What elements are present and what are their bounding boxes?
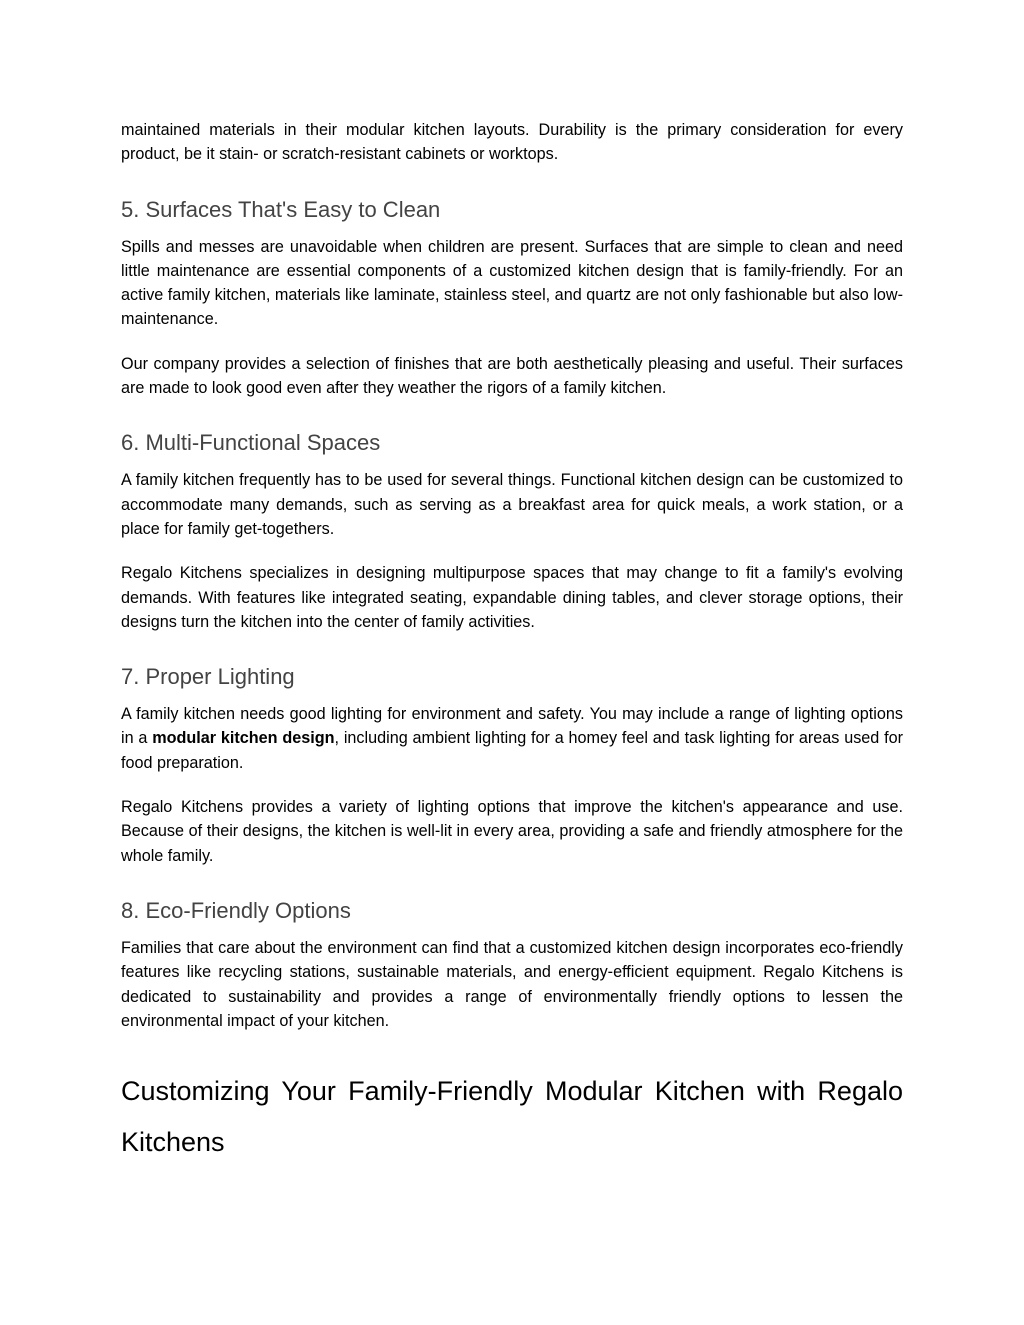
- section-7-paragraph-1: [121, 702, 903, 775]
- section-5-paragraph-2: Our company provides a selection of finishes that are both aesthetically pleasing and useful. Their surfaces are made to look good even after they weather the rigors of a family kitchen.: [121, 354, 903, 398]
- modular-kitchen-design-bold: modular kitchen design: [152, 729, 335, 748]
- section-8-paragraph-1: Families that care about the environment can find that a customized kitchen design incorporates eco-friendly features like recycling stations, sustainable materials, and energy-efficient equipment. Regalo Kitchens is dedicated to sustainability and provides a range of environmentally friendly options to lessen the environmental impact of your kitchen.: [121, 938, 903, 1030]
- intro-paragraph: maintained materials in their modular kitchen layouts. Durability is the primary consideration for every product, be it stain- or scratch-resistant cabinets or worktops.: [121, 121, 903, 164]
- section-7-text-after: , including ambient lighting for a homey feel and task lighting for areas used for food preparation.: [121, 729, 903, 772]
- section-5-title: 5. Surfaces That's Easy to Clean: [121, 196, 441, 222]
- section-7-paragraph-2: Regalo Kitchens provides a variety of lighting options that improve the kitchen's appearance and use. Because of their designs, the kitchen is well-lit in every area, providing a safe and friendly atmosphere for the whole family.: [121, 798, 903, 865]
- section-6-title: 6. Multi-Functional Spaces: [121, 430, 381, 456]
- section-8-title: 8. Eco-Friendly Options: [121, 897, 351, 923]
- document-page: [121, 118, 903, 1168]
- section-6-paragraph-1: A family kitchen frequently has to be used for several things. Functional kitchen design can be customized to accommodate many demands, such as serving as a breakfast area for quick meals, a work station, or a place for family get-togethers.: [121, 471, 903, 538]
- section-7-text-before: A family kitchen needs good lighting for environment and safety. You may include a range of lighting options in a: [121, 705, 903, 748]
- section-7-title: 7. Proper Lighting: [121, 664, 295, 690]
- closing-heading: Customizing Your Family-Friendly Modular Kitchen with Regalo Kitchens: [121, 1076, 903, 1158]
- section-6-paragraph-2: Regalo Kitchens specializes in designing multipurpose spaces that may change to fit a family's evolving demands. With features like integrated seating, expandable dining tables, and clever storage options, their designs turn the kitchen into the center of family activities.: [121, 564, 903, 631]
- section-5-paragraph-1: Spills and messes are unavoidable when children are present. Surfaces that are simple to clean and need little maintenance are essential components of a customized kitchen design that is family-friendly. For an active family kitchen, materials like laminate, stainless steel, and quartz are not only fashionable but also low-maintenance.: [121, 237, 903, 329]
